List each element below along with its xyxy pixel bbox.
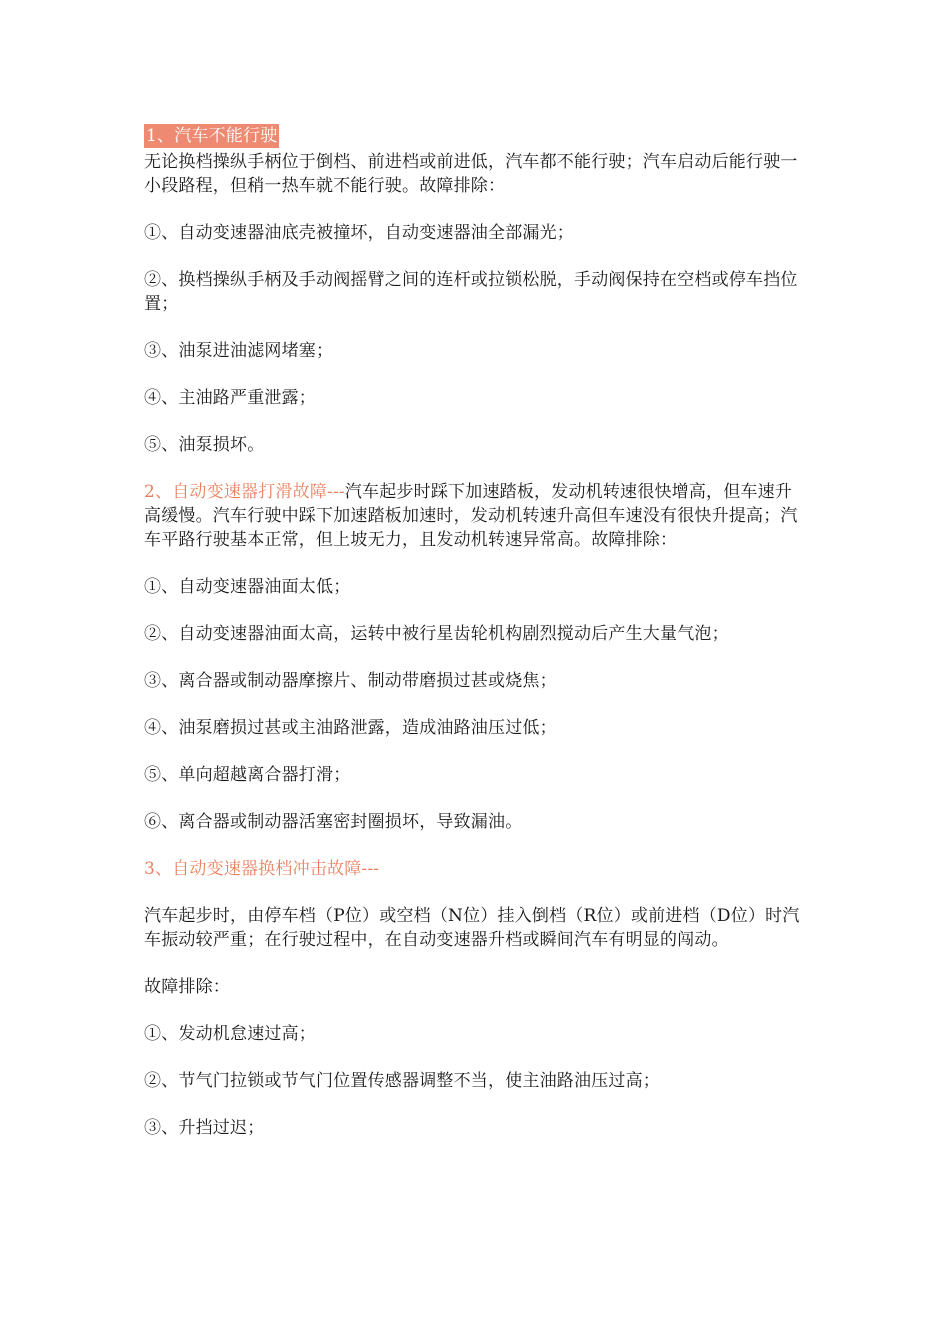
section2-item-5: ⑤、单向超越离合器打滑； xyxy=(144,765,351,785)
section3-item-1: ①、发动机怠速过高； xyxy=(144,1024,316,1044)
section1-intro: 无论换档操纵手柄位于倒档、前进档或前进低，汽车都不能行驶；汽车启动后能行驶一小段路程，但稍一热车就不能行驶。故障排除： xyxy=(144,152,798,196)
section3-heading: 3、自动变速器换档冲击故障--- xyxy=(144,859,380,879)
section3-label: 故障排除： xyxy=(144,977,230,997)
section2-paragraph xyxy=(144,480,804,552)
section1-heading-line xyxy=(144,124,804,148)
section3-item-3: ③、升挡过迟； xyxy=(144,1118,265,1138)
document-body xyxy=(144,124,804,1140)
section1-item-4: ④、主油路严重泄露； xyxy=(144,388,316,408)
section1-item-2: ②、换档操纵手柄及手动阀摇臂之间的连杆或拉锁松脱，手动阀保持在空档或停车挡位置； xyxy=(144,270,798,314)
section2-heading: 2、自动变速器打滑故障--- xyxy=(144,482,345,502)
section2-item-4: ④、油泵磨损过甚或主油路泄露，造成油路油压过低； xyxy=(144,718,557,738)
section2-item-2: ②、自动变速器油面太高，运转中被行星齿轮机构剧烈搅动后产生大量气泡； xyxy=(144,624,729,644)
section2-intro: 汽车起步时踩下加速踏板，发动机转速很快增高，但车速升高缓慢。汽车行驶中踩下加速踏板加速时，发动机转速升高但车速没有很快升提高；汽车平路行驶基本正常，但上坡无力，且发动机转速异常高。故障排除： xyxy=(144,482,798,550)
section2-item-3: ③、离合器或制动器摩擦片、制动带磨损过甚或烧焦； xyxy=(144,671,557,691)
section2-item-6: ⑥、离合器或制动器活塞密封圈损坏，导致漏油。 xyxy=(144,812,523,832)
section1-item-5: ⑤、油泵损坏。 xyxy=(144,435,265,455)
section1-heading: 1、汽车不能行驶 xyxy=(146,126,278,146)
section2-item-1: ①、自动变速器油面太低； xyxy=(144,577,351,597)
section3-intro: 汽车起步时，由停车档（P位）或空档（N位）挂入倒档（R位）或前进档（D位）时汽车振动较严重；在行驶过程中，在自动变速器升档或瞬间汽车有明显的闯动。 xyxy=(144,906,800,950)
section3-item-2: ②、节气门拉锁或节气门位置传感器调整不当，使主油路油压过高； xyxy=(144,1071,660,1091)
section1-item-1: ①、自动变速器油底壳被撞坏，自动变速器油全部漏光； xyxy=(144,223,574,243)
section1-item-3: ③、油泵进油滤网堵塞； xyxy=(144,341,334,361)
